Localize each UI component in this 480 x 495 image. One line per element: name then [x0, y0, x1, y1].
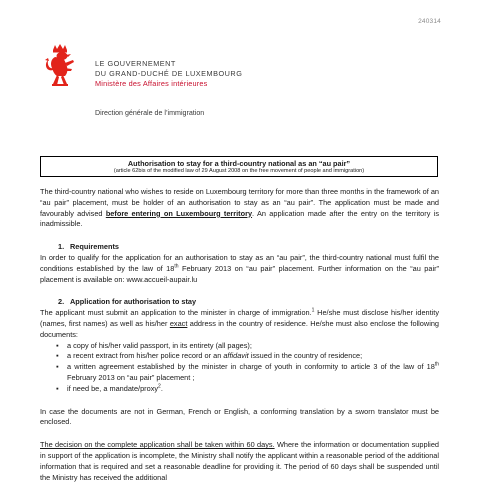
list-item-text-end: February 2013 on “au pair” placement ; — [67, 372, 195, 382]
government-line-1: LE GOUVERNEMENT — [95, 59, 176, 68]
government-header — [95, 59, 242, 90]
list-item-text: if need be, a mandate/proxy — [67, 383, 159, 393]
document-title-box — [40, 156, 438, 177]
list-item-text: a copy of his/her valid passport, in its entirety (all pages); — [67, 340, 252, 350]
document-subtitle: (article 62bis of the modified law of 29 August 2008 on the free movement of people and immigration) — [113, 168, 365, 174]
superscript: th — [174, 263, 179, 270]
ministry-name: Ministère des Affaires intérieures — [95, 79, 208, 89]
section-2-text: The applicant must submit an application to the minister in charge of immigration. — [40, 308, 312, 318]
document-reference: 240314 — [418, 18, 441, 25]
list-item — [40, 351, 439, 362]
government-line-2: DU GRAND-DUCHÉ DE LUXEMBOURG — [95, 69, 243, 79]
section-1-title: Requirements — [70, 242, 119, 252]
list-item-text-end: . — [160, 383, 163, 393]
section-1-number: 1. — [58, 242, 65, 252]
list-item-text: a written agreement established by the minister in charge of youth in conformity to article 3 of the law of 18 — [67, 362, 435, 372]
documents-list — [40, 341, 439, 395]
decision-paragraph — [40, 440, 439, 483]
document-body — [40, 187, 439, 495]
list-item-text-end: issued in the country of residence; — [248, 351, 363, 361]
footnote-ref-1: 1 — [311, 307, 315, 314]
list-item — [40, 362, 439, 384]
superscript: th — [434, 361, 439, 368]
bullet-icon: ▪ — [56, 351, 59, 361]
footnote-ref-2: 2 — [158, 383, 161, 390]
list-item — [40, 341, 439, 352]
section-2-number: 2. — [58, 297, 65, 307]
section-2-text-end: address in the country of residence. He/she must also enclose the following documents: — [40, 318, 439, 339]
bullet-icon: ▪ — [56, 383, 59, 393]
section-2-title: Application for authorisation to stay — [70, 297, 197, 307]
document-title: Authorisation to stay for a third-country national as an “au pair” — [127, 159, 351, 168]
intro-paragraph — [40, 187, 439, 230]
section-1-text: In order to qualify for the application for an authorisation to stay as an “au pair”, the third-country national must fulfil the conditions established by the law of 18 — [40, 252, 439, 273]
section-2-text-mid: He/she must disclose his/her identity (names, first names) as well as his/her — [40, 308, 440, 328]
intro-text: The third-country national who wishes to reside on Luxembourg territory for more than three months in the framework of an “au pair” placement, must be holder of an authorisation to stay as an “au pair”. The application must be made and favourably advised — [40, 187, 439, 218]
exact-emphasis: exact — [169, 318, 188, 328]
directorate-name: Direction générale de l’immigration — [95, 109, 205, 117]
section-2-heading — [40, 297, 439, 308]
section-2-paragraph — [40, 308, 439, 340]
lion-coat-of-arms-icon — [40, 44, 80, 90]
list-item — [40, 384, 439, 395]
bullet-icon: ▪ — [56, 362, 59, 372]
translation-paragraph: In case the documents are not in German, French or English, a conforming translation by a sworn translator must be enclosed. — [40, 406, 439, 427]
section-1-paragraph — [40, 253, 439, 285]
section-1-text-end: February 2013 on “au pair” placement. Further information on the “au pair” placement is available on: www.accueil-aupair.lu — [40, 263, 439, 284]
bullet-icon: ▪ — [56, 340, 59, 350]
list-item-text: a recent extract from his/her police record or an — [67, 351, 224, 361]
intro-emphasis: before entering on Luxembourg territory — [105, 208, 253, 218]
section-1-heading — [40, 242, 439, 253]
decision-text: Where the information or documentation supplied in support of the application is incomplete, the Ministry shall notify the applicant within a reasonable period of the additional information that is required and set a reasonable deadline for providing it. The period of 60 days shall be suspended until the Ministry has received the additional — [40, 440, 439, 482]
affidavit-term: affidavit — [223, 351, 249, 361]
intro-text-end: . An application made after the entry on the territory is inadmissible. — [40, 208, 439, 229]
decision-deadline: The decision on the complete application shall be taken within 60 days. — [40, 440, 275, 450]
